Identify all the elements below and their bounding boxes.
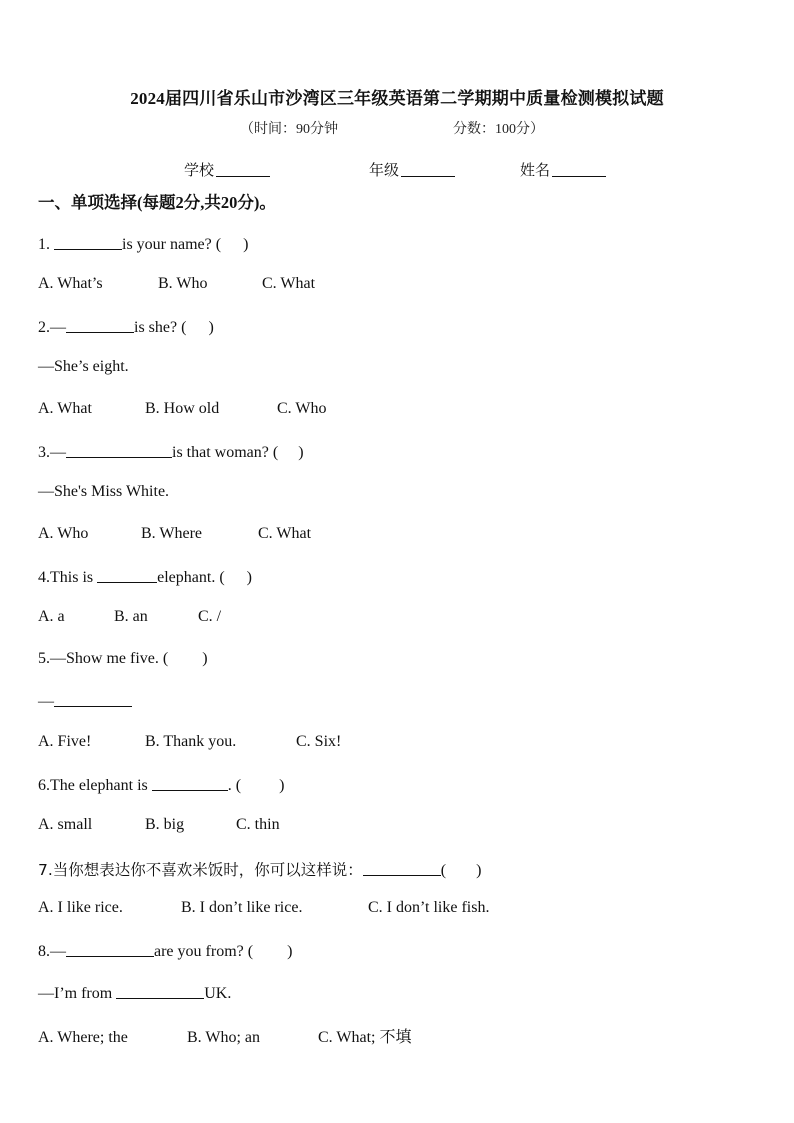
option-a: A. What xyxy=(38,400,92,417)
answer-blank xyxy=(54,691,132,707)
options-8 xyxy=(38,1024,411,1047)
answer-blank xyxy=(116,983,204,999)
question-text: . ( xyxy=(227,777,242,794)
question-close: ) xyxy=(243,236,249,253)
reply-5 xyxy=(38,691,132,711)
options-4 xyxy=(38,608,221,626)
option-a: A. Where; the xyxy=(38,1029,128,1046)
grade-label: 年级 xyxy=(369,163,400,179)
answer-blank xyxy=(66,442,172,458)
options-3 xyxy=(38,525,311,543)
question-7 xyxy=(38,858,481,880)
option-b: B. How old xyxy=(145,400,220,417)
question-6 xyxy=(38,775,284,795)
exam-title: 2024届四川省乐山市沙湾区三年级英语第二学期期中质量检测模拟试题 xyxy=(130,89,664,108)
question-close: ) xyxy=(202,650,208,667)
question-5 xyxy=(38,650,208,668)
options-1 xyxy=(38,275,315,293)
question-close: ) xyxy=(279,777,285,794)
question-number: 1. xyxy=(38,236,54,253)
answer-blank xyxy=(66,317,134,333)
school-field xyxy=(184,159,270,180)
options-6 xyxy=(38,816,280,834)
question-text: 5.—Show me five. ( xyxy=(38,650,169,667)
option-c: C. thin xyxy=(236,816,280,833)
question-close: ) xyxy=(246,569,252,586)
option-c: C. I don’t like fish. xyxy=(368,899,490,916)
exam-time: （时间：90分钟 xyxy=(240,122,338,137)
reply-text: —I’m from xyxy=(38,985,117,1002)
option-c: C. Who xyxy=(277,400,327,417)
question-close: ) xyxy=(208,319,214,336)
options-7 xyxy=(38,899,489,917)
answer-blank xyxy=(54,234,122,250)
question-text: is your name? ( xyxy=(122,236,222,253)
question-3 xyxy=(38,442,304,462)
question-4 xyxy=(38,567,252,587)
option-c: C. What xyxy=(258,525,312,542)
option-a: A. Who xyxy=(38,525,89,542)
option-b: B. big xyxy=(145,816,185,833)
option-b: B. Thank you. xyxy=(145,733,237,750)
grade-field xyxy=(369,159,455,180)
option-c: C. / xyxy=(198,608,222,625)
option-a: A. a xyxy=(38,608,65,625)
question-close: ) xyxy=(287,943,293,960)
answer-blank xyxy=(66,941,154,957)
question-text: is she? ( xyxy=(134,319,187,336)
option-a: A. Five! xyxy=(38,733,92,750)
option-a: A. What’s xyxy=(38,275,103,292)
grade-blank xyxy=(401,162,455,177)
reply-8 xyxy=(38,983,231,1003)
question-close: ) xyxy=(298,444,304,461)
reply-2: —She’s eight. xyxy=(38,358,129,375)
option-c: C. What; 不填 xyxy=(318,1029,412,1046)
reply-text-end: UK. xyxy=(204,985,232,1002)
option-b: B. Where xyxy=(141,525,203,542)
reply-dash: — xyxy=(38,693,54,710)
question-number: 8.— xyxy=(38,943,66,960)
answer-blank xyxy=(97,567,157,583)
option-b: B. I don’t like rice. xyxy=(181,899,303,916)
section-heading: 一、单项选择(每题2分,共20分)。 xyxy=(38,193,276,212)
question-text: 7.当你想表达你不喜欢米饭时，你可以这样说： xyxy=(38,861,363,879)
options-5 xyxy=(38,733,341,751)
school-label: 学校 xyxy=(184,163,215,179)
question-text: elephant. ( xyxy=(157,569,225,586)
question-2 xyxy=(38,317,214,337)
option-a: A. small xyxy=(38,816,93,833)
option-a: A. I like rice. xyxy=(38,899,123,916)
question-number: 6.The elephant is xyxy=(38,777,152,794)
question-1 xyxy=(38,234,248,254)
question-open: ( xyxy=(440,862,447,879)
question-number: 3.— xyxy=(38,444,66,461)
school-blank xyxy=(216,162,270,177)
question-text: are you from? ( xyxy=(154,943,254,960)
option-c: C. What xyxy=(262,275,316,292)
question-close: ) xyxy=(476,862,482,879)
options-2 xyxy=(38,400,326,418)
name-field xyxy=(520,159,606,180)
name-blank xyxy=(552,162,606,177)
option-b: B. an xyxy=(114,608,148,625)
question-number: 2.— xyxy=(38,319,66,336)
question-8 xyxy=(38,941,292,961)
answer-blank xyxy=(152,775,228,791)
option-c: C. Six! xyxy=(296,733,342,750)
name-label: 姓名 xyxy=(520,163,551,179)
option-b: B. Who xyxy=(158,275,208,292)
answer-blank xyxy=(363,860,441,876)
exam-score: 分数：100分） xyxy=(453,122,544,137)
reply-3: —She's Miss White. xyxy=(38,483,170,500)
option-b: B. Who; an xyxy=(187,1029,261,1046)
question-number: 4.This is xyxy=(38,569,98,586)
question-text: is that woman? ( xyxy=(172,444,279,461)
